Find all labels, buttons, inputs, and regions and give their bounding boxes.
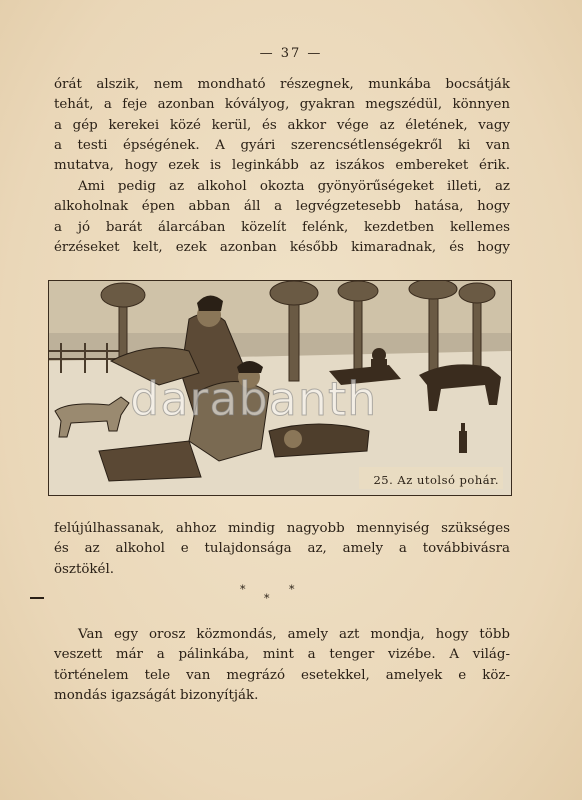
text-line: ösztökél. <box>54 561 115 577</box>
separator-star: * <box>264 592 270 605</box>
paragraph-2 <box>54 177 510 258</box>
margin-mark <box>30 597 44 599</box>
text-line: mondás igazságát bizonyítják. <box>54 687 259 703</box>
text-line: felújúlhassanak, ahhoz mindig nagyobb mennyiség szükséges <box>54 521 510 536</box>
text-line: történelem tele van megrázó esetekkel, amelyek e köz- <box>54 667 510 683</box>
paragraph-1 <box>54 75 510 176</box>
text-line: órát alszik, nem mondható részegnek, munkába bocsátják <box>54 77 510 92</box>
text-line: alkoholnak épen abban áll a legvégzetesebb hatása, hogy <box>54 199 510 215</box>
separator-star: * <box>289 583 295 596</box>
text-line: veszett már a pálinkába, mint a tenger vizébe. A világ- <box>54 647 510 663</box>
text-line: a testi épségének. A gyári szerencsétlenségekről ki van <box>54 137 510 153</box>
text-line: a jó barát álarcában közelít felénk, kezdetben kellemes <box>54 219 510 235</box>
page-number: — 37 — <box>259 46 323 61</box>
text-line: érzéseket kelt, ezek azonban később kimaradnak, és hogy <box>54 239 510 255</box>
text-line: tehát, a feje azonban kóvályog, gyakran megszédül, könnyen <box>54 97 510 113</box>
text-line: a gép kerekei közé kerül, és akkor vége az életének, vagy <box>54 117 510 133</box>
paragraph-3 <box>54 519 510 580</box>
paragraph-4 <box>54 625 510 706</box>
watermark-text: darabanth <box>130 372 378 426</box>
text-line: Van egy orosz közmondás, amely azt mondja, hogy több <box>78 627 510 642</box>
text-line: és az alkohol e tulajdonsága az, amely a továbbivásra <box>54 541 510 557</box>
separator-star: * <box>240 583 246 596</box>
text-line: Ami pedig az alkohol okozta gyönyörűségeket illeti, az <box>78 179 510 194</box>
figure-caption: 25. Az utolsó pohár. <box>359 467 503 489</box>
text-line: mutatva, hogy ezek is leginkább az iszákos embereket érik. <box>54 158 510 174</box>
